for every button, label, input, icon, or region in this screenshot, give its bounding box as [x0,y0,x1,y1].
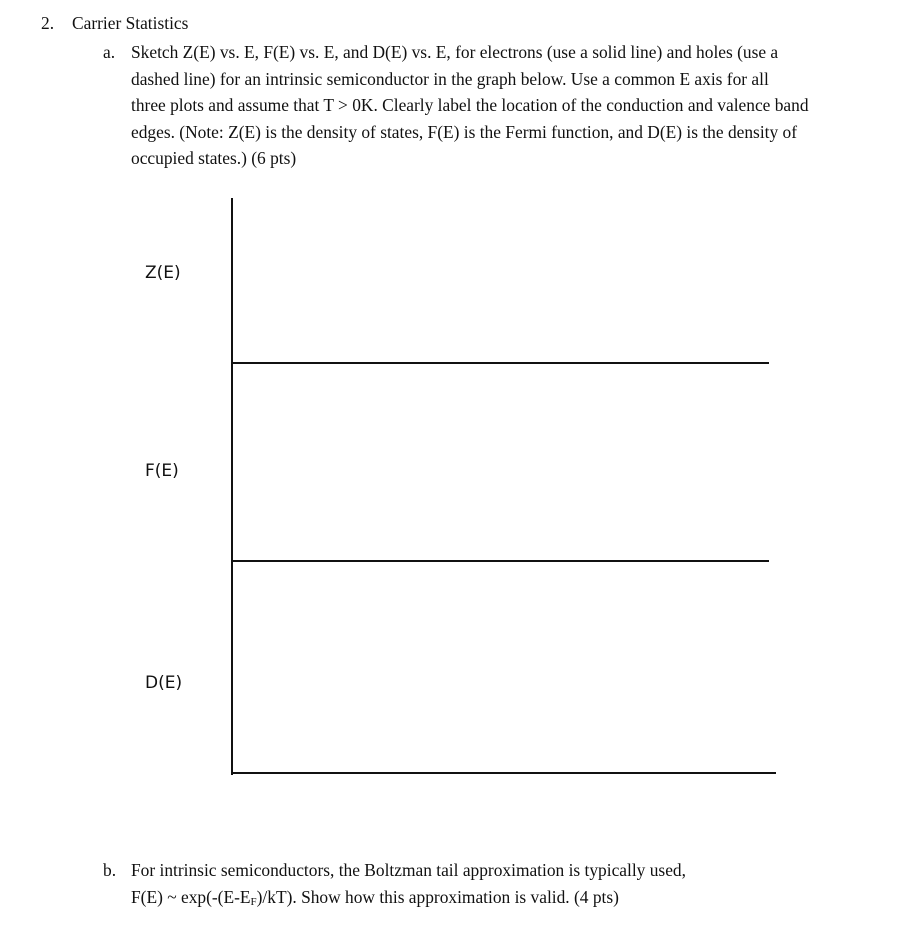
z-of-e-label: Z(E) [145,263,181,283]
part-a-line-2: dashed line) for an intrinsic semiconductor in the graph below. Use a common E axis for all [131,68,769,89]
part-a-line-3: three plots and assume that T > 0K. Clearly label the location of the conduction and valence band [131,95,809,115]
part-b-formula-end: )/kT). Show how this approximation is valid. (4 pts) [256,886,619,907]
part-b-instructions [131,857,911,910]
energy-axis-horizontal [231,772,776,774]
part-b-formula-start: F(E) ~ exp(-(E-E [131,886,251,907]
part-a-instructions [131,39,921,172]
part-b-line-1: For intrinsic semiconductors, the Boltzman tail approximation is typically used, [131,860,686,880]
part-a-label: a. [103,42,116,62]
energy-axis-vertical [231,198,233,775]
question-title: Carrier Statistics [72,13,189,33]
f-of-e-label: F(E) [145,461,179,481]
part-a-line-4: edges. (Note: Z(E) is the density of states, F(E) is the Fermi function, and D(E) is the density of [131,121,798,142]
question-number: 2. [41,13,55,33]
f-d-divider-line [231,560,769,562]
fermi-subscript: F [250,895,257,908]
part-b-line-2 [131,884,911,911]
part-a-line-5: occupied states.) (6 pts) [131,148,297,168]
z-f-divider-line [231,362,769,364]
d-of-e-label: D(E) [145,673,183,693]
part-b-label: b. [103,860,117,880]
part-a-line-1: Sketch Z(E) vs. E, F(E) vs. E, and D(E) vs. E, for electrons (use a solid line) and holes (use a [131,42,779,62]
